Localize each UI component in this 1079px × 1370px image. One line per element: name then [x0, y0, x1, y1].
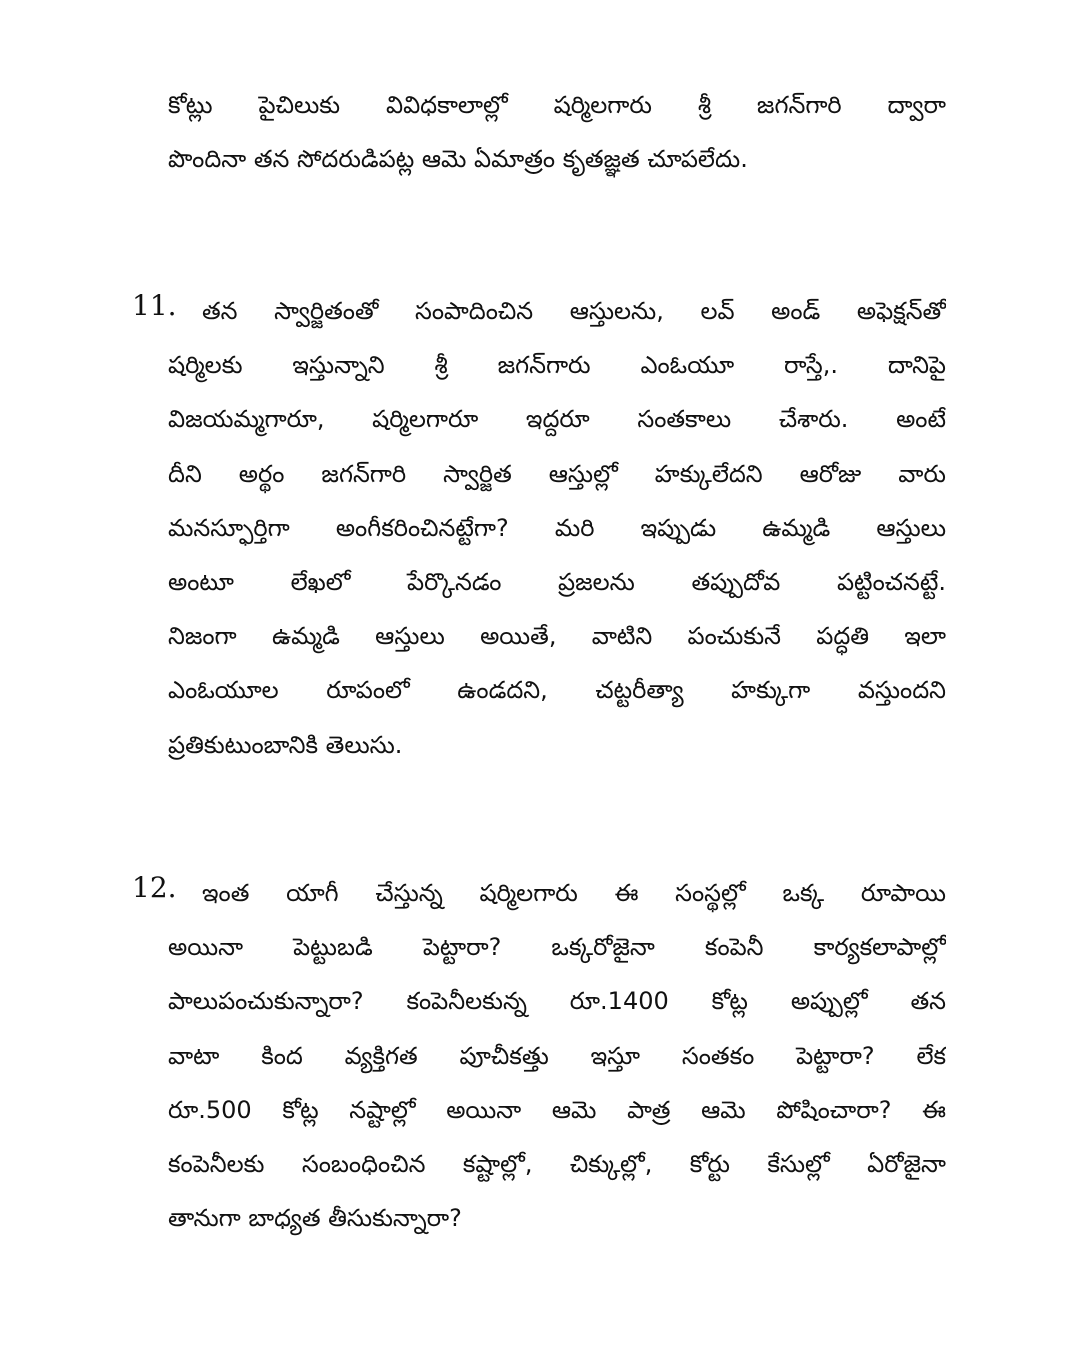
text-line: ఇంత యాగీ చేస్తున్న షర్మిలగారు ఈ సంస్థల్లో ఒక్క రూపాయి [202, 879, 946, 907]
continuation-paragraph [168, 78, 946, 186]
paragraph-body [168, 284, 946, 772]
text-line: విజయమ్మగారూ, షర్మిలగారూ ఇద్దరూ సంతకాలు చేశారు. అంటే [168, 405, 946, 434]
text-line: నిజంగా ఉమ్మడి ఆస్తులు అయితే, వాటిని పంచుకునే పద్ధతి ఇలా [168, 622, 946, 651]
text-line: కంపెనీలకు సంబంధించిన కష్టాల్లో, చిక్కుల్లో, కోర్టు కేసుల్లో ఏరోజైనా [168, 1149, 946, 1178]
text-line: వాటా కింద వ్యక్తిగత పూచీకత్తు ఇస్తూ సంతకం పెట్టారా? లేక [168, 1041, 946, 1070]
text-line: కోట్లు పైచిలుకు వివిధకాలాల్లో షర్మిలగారు శ్రీ జగన్‌గారి ద్వారా [168, 91, 946, 119]
text-line: అయినా పెట్టుబడి పెట్టారా? ఒక్కరోజైనా కంపెనీ కార్యకలాపాల్లో [168, 933, 946, 962]
text-line: అంటూ లేఖలో పేర్కొనడం ప్రజలను తప్పుదోవ పట్టించనట్టే. [168, 567, 946, 596]
paragraph-number: 11. [132, 289, 177, 322]
paragraph-number: 12. [132, 871, 177, 904]
text-line: ప్రతికుటుంబానికి తెలుసు. [168, 730, 403, 759]
paragraph-11 [132, 284, 946, 772]
text-line: తానుగా బాధ్యత తీసుకున్నారా? [168, 1204, 462, 1233]
text-line: షర్మిలకు ఇస్తున్నాని శ్రీ జగన్‌గారు ఎంఓయూ రాస్తే,. దానిపై [168, 351, 946, 380]
paragraph-body [168, 866, 946, 1245]
text-line: మనస్ఫూర్తిగా అంగీకరించినట్టేగా? మరి ఇప్పుడు ఉమ్మడి ఆస్తులు [168, 513, 946, 542]
paragraph-12 [132, 866, 946, 1245]
text-line: తన స్వార్జితంతో సంపాదించిన ఆస్తులను, లవ్ అండ్ అఫెక్షన్‌తో [202, 297, 946, 325]
text-line: పాలుపంచుకున్నారా? కంపెనీలకున్న రూ.1400 కోట్ల అప్పుల్లో తన [168, 987, 946, 1016]
text-line: రూ.500 కోట్ల నష్టాల్లో అయినా ఆమె పాత్ర ఆమె పోషించారా? ఈ [168, 1095, 946, 1124]
text-line: పొందినా తన సోదరుడిపట్ల ఆమె ఏమాత్రం కృతజ్ఞత చూపలేదు. [168, 145, 748, 174]
text-line: దీని అర్థం జగన్‌గారి స్వార్జిత ఆస్తుల్లో హక్కులేదని ఆరోజు వారు [168, 459, 946, 488]
text-line: ఎంఓయూల రూపంలో ఉండదని, చట్టరీత్యా హక్కుగా వస్తుందని [168, 676, 946, 705]
